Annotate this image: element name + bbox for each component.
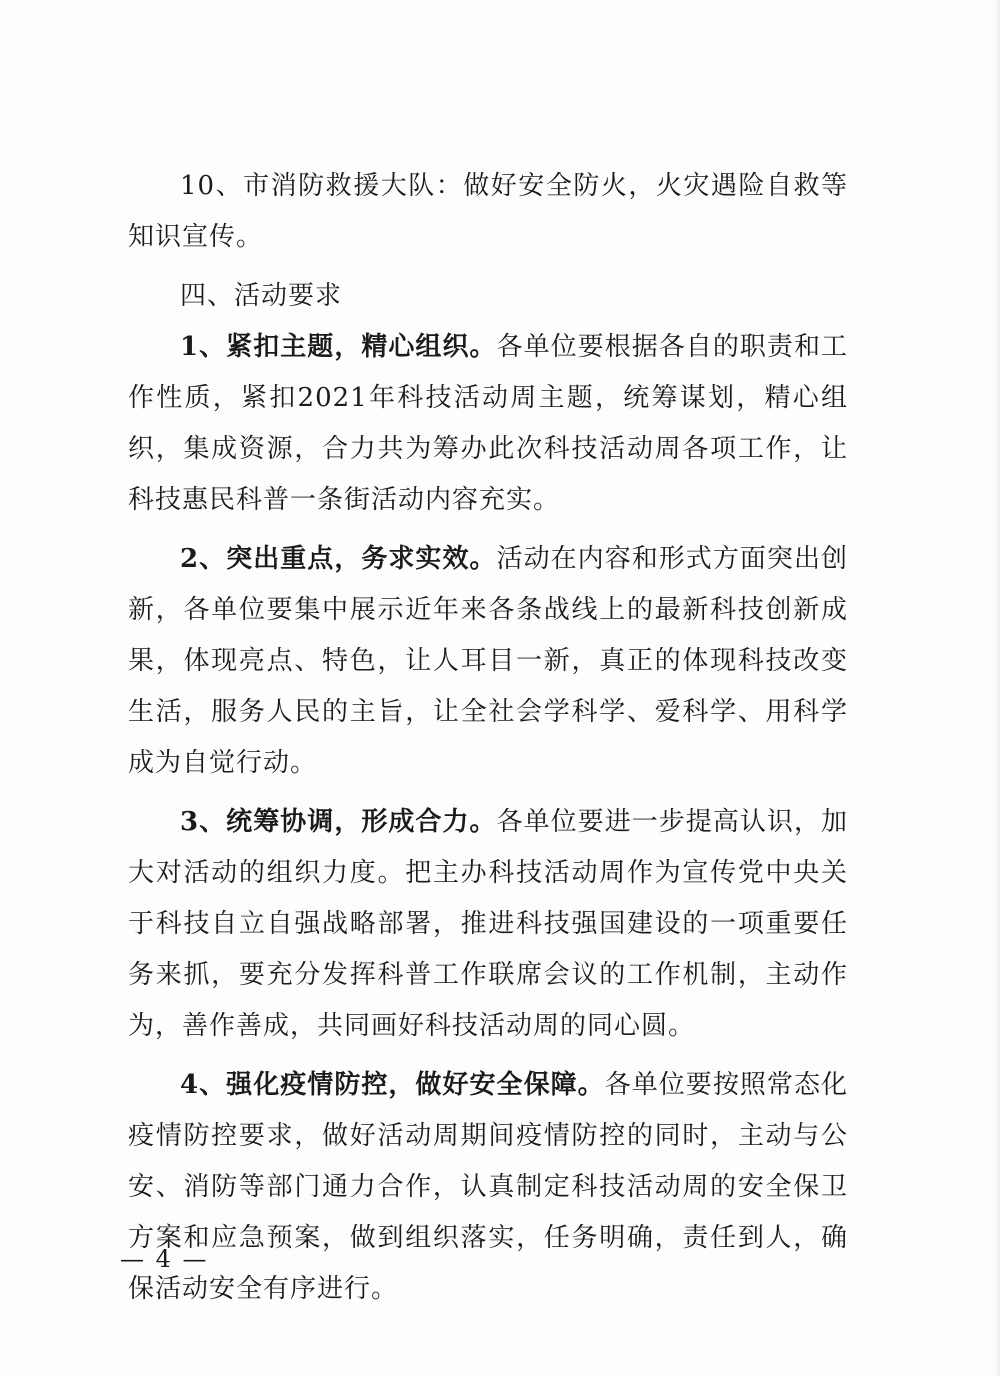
requirement-body-3: 各单位要进一步提高认识，加大对活动的组织力度。把主办科技活动周作为宣传党中央关于科技自立自强战略部署，推进科技强国建设的一项重要任务来抓，要充分发挥科普工作联席会议的工作机制，主动作为，善作善成，共同画好科技活动周的同心圆。 — [128, 807, 848, 1041]
requirement-paragraph-4 — [128, 1060, 848, 1315]
spacer — [128, 263, 848, 271]
requirement-lead-3: 3、统筹协调，形成合力。 — [180, 807, 497, 837]
requirement-lead-2: 2、突出重点，务求实效。 — [180, 544, 497, 574]
requirement-lead-4: 4、强化疫情防控，做好安全保障。 — [180, 1070, 605, 1100]
spacer — [128, 789, 848, 797]
requirement-paragraph-1 — [128, 322, 848, 526]
section-heading-requirements: 四、活动要求 — [180, 281, 343, 311]
requirement-lead-1: 1、紧扣主题，精心组织。 — [180, 332, 497, 362]
document-body — [128, 161, 848, 1315]
scan-edge-shadow — [994, 0, 1000, 1376]
spacer — [128, 1052, 848, 1060]
requirement-body-4: 各单位要按照常态化疫情防控要求，做好活动周期间疫情防控的同时，主动与公安、消防等部门通力合作，认真制定科技活动周的安全保卫方案和应急预案，做到组织落实，任务明确，责任到人，确保活动安全有序进行。 — [128, 1070, 848, 1304]
requirement-paragraph-2 — [128, 534, 848, 789]
requirement-body-1: 各单位要根据各自的职责和工作性质，紧扣2021年科技活动周主题，统筹谋划，精心组织，集成资源，合力共为筹办此次科技活动周各项工作，让科技惠民科普一条街活动内容充实。 — [128, 332, 848, 515]
requirement-body-2: 活动在内容和形式方面突出创新，各单位要集中展示近年来各条战线上的最新科技创新成果，体现亮点、特色，让人耳目一新，真正的体现科技改变生活，服务人民的主旨，让全社会学科学、爱科学、用科学成为自觉行动。 — [128, 544, 848, 778]
spacer — [128, 526, 848, 534]
item-10-paragraph: 10、市消防救援大队：做好安全防火，火灾遇险自救等知识宣传。 — [128, 171, 848, 252]
requirement-paragraph-3 — [128, 797, 848, 1052]
page-number: — 4 — — [120, 1245, 209, 1273]
